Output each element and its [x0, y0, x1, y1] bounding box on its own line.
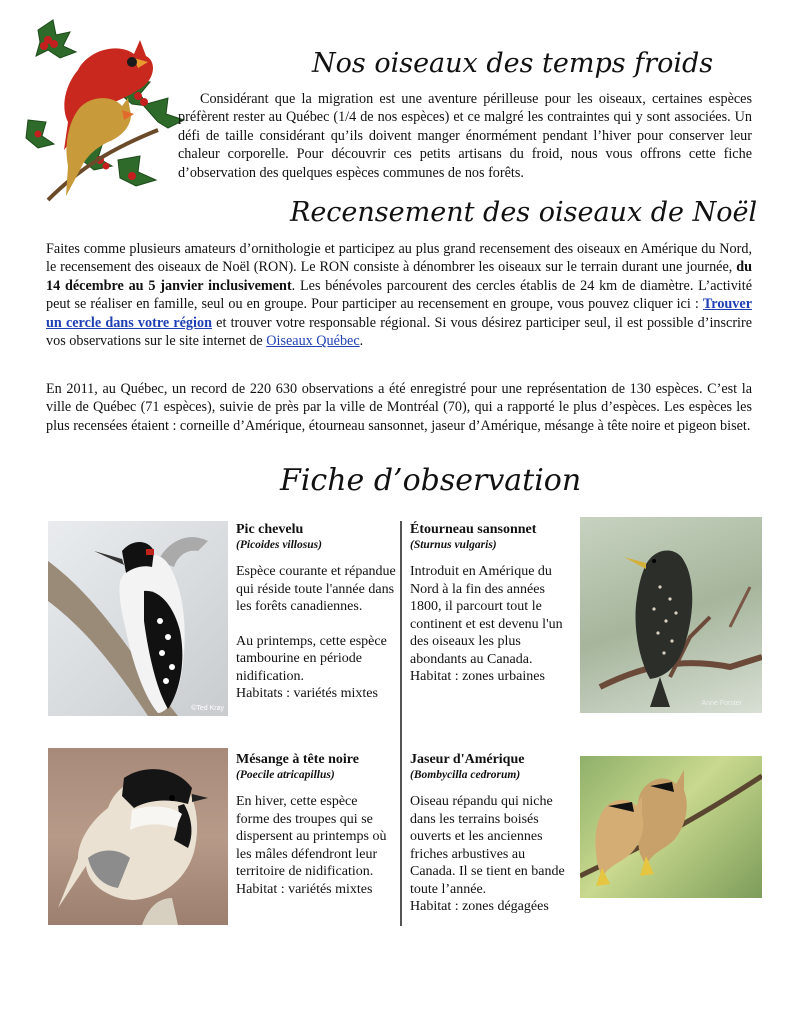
bird-name: Pic chevelu: [236, 522, 304, 537]
census-title: Recensement des oiseaux de Noël: [290, 197, 758, 228]
bird-latin-name: (Bombycilla cedrorum): [410, 769, 521, 781]
bird-habitat: Habitat : variétés mixtes: [236, 881, 373, 897]
observation-sheet-title: Fiche d’observation: [280, 463, 582, 498]
bird-habitat: Habitat : zones urbaines: [410, 669, 545, 684]
bird-extra: Au printemps, cette espèce tambourine en période nidification.: [236, 633, 387, 684]
census-paragraph-2: En 2011, au Québec, un record de 220 630 observations a été enregistré pour une représentation de 130 espèces. C’est la ville de Québec (71 espèces), suivie de près par la ville de Montréal (70), qui a rapporté le plus d’espèces. Les espèces les plus recensées étaient : corneille d’Amérique, étourneau sansonnet, jaseur d’Amérique, mésange à tête noire et pigeon biset.: [46, 381, 752, 434]
starling-photo: [580, 517, 762, 713]
waxwing-photo: [580, 756, 762, 898]
census-paragraph-1: [46, 240, 752, 350]
bird-card-pic-chevelu: [236, 521, 396, 703]
bird-habitat: Habitats : variétés mixtes: [236, 686, 378, 701]
find-circle-link[interactable]: Trouver un cercle dans votre région: [46, 296, 752, 331]
bird-latin-name: (Sturnus vulgaris): [410, 539, 497, 551]
starling-photo-credit: Anne Forster: [701, 700, 742, 707]
census-text-c: et trouver votre responsable régional. Si vous désirez participer seul, il est possible d’inscrire vos observations sur le site internet de: [46, 314, 753, 350]
bird-description: Introduit en Amérique du Nord à la fin des années 1800, il parcourt tout le continent et est devenu l'un des oiseaux les plus abondants au Canada.: [410, 564, 563, 667]
chickadee-photo: [48, 748, 228, 925]
census-text-d: .: [359, 333, 364, 350]
bird-description: Espèce courante et répandue qui réside toute l'année dans les forêts canadiennes.: [236, 564, 396, 614]
bird-description: Oiseau répandu qui niche dans les terrains boisés ouverts et les anciennes friches arbustives au Canada. Il se tient en bande toute l’année.: [410, 794, 565, 897]
bird-latin-name: (Picoides villosus): [236, 539, 322, 551]
census-dates: du 14 décembre au 5 janvier inclusivement: [46, 259, 752, 294]
bird-latin-text: Sturnus vulgaris: [413, 539, 493, 551]
column-divider: [400, 521, 402, 926]
bird-latin-text: Bombycilla cedrorum: [413, 769, 517, 781]
bird-name: Mésange à tête noire: [236, 752, 359, 767]
cardinal-holly-illustration: [8, 10, 188, 210]
intro-paragraph: [178, 90, 752, 182]
census-text-a: Faites comme plusieurs amateurs d’ornithologie et participez au plus grand recensement des oiseaux en Amérique du Nord, le recensement des oiseaux de Noël (RON). Le RON consiste à dénombrer les oiseaux sur le terrain durant une journée,: [46, 241, 752, 276]
census-text-b: . Les bénévoles parcourent des cercles établis de 24 km de diamètre. L’activité peut se réaliser en famille, seul ou en groupe. Pour participer au recensement en groupe, vous pouvez cliquer ici :: [46, 277, 752, 313]
bird-latin-text: Poecile atricapillus: [239, 769, 331, 781]
intro-text: Considérant que la migration est une aventure périlleuse pour les oiseaux, certaines espèces préfèrent rester au Québec (1/4 de nos espèces) et ce malgré les contraintes qui y sont associées. Un défi de taille considérant qu’ils doivent manger énormément pendant l’hiver pour conserver leur chaleur corporelle. Pour découvrir ces petits artisans du froid, nous vous offrons cette fiche d’observation des quelques espèces communes de nos forêts.: [178, 91, 752, 181]
bird-card-jaseur: [410, 751, 572, 916]
bird-latin-text: Picoides villosus: [239, 539, 319, 551]
bird-name: Jaseur d'Amérique: [410, 752, 525, 767]
bird-latin-name: (Poecile atricapillus): [236, 769, 335, 781]
bird-card-etourneau: [410, 521, 572, 686]
oiseaux-quebec-link[interactable]: Oiseaux Québec: [266, 333, 360, 350]
bird-description: En hiver, cette espèce forme des troupes qui se dispersent au printemps où les mâles défendront leur territoire de nidification.: [236, 794, 387, 879]
woodpecker-photo: [48, 521, 228, 716]
bird-name: Étourneau sansonnet: [410, 522, 537, 537]
bird-habitat: Habitat : zones dégagées: [410, 899, 549, 914]
page-title: Nos oiseaux des temps froids: [312, 48, 714, 79]
woodpecker-photo-credit: ©Ted Kray: [191, 705, 224, 712]
bird-card-mesange: [236, 751, 394, 898]
